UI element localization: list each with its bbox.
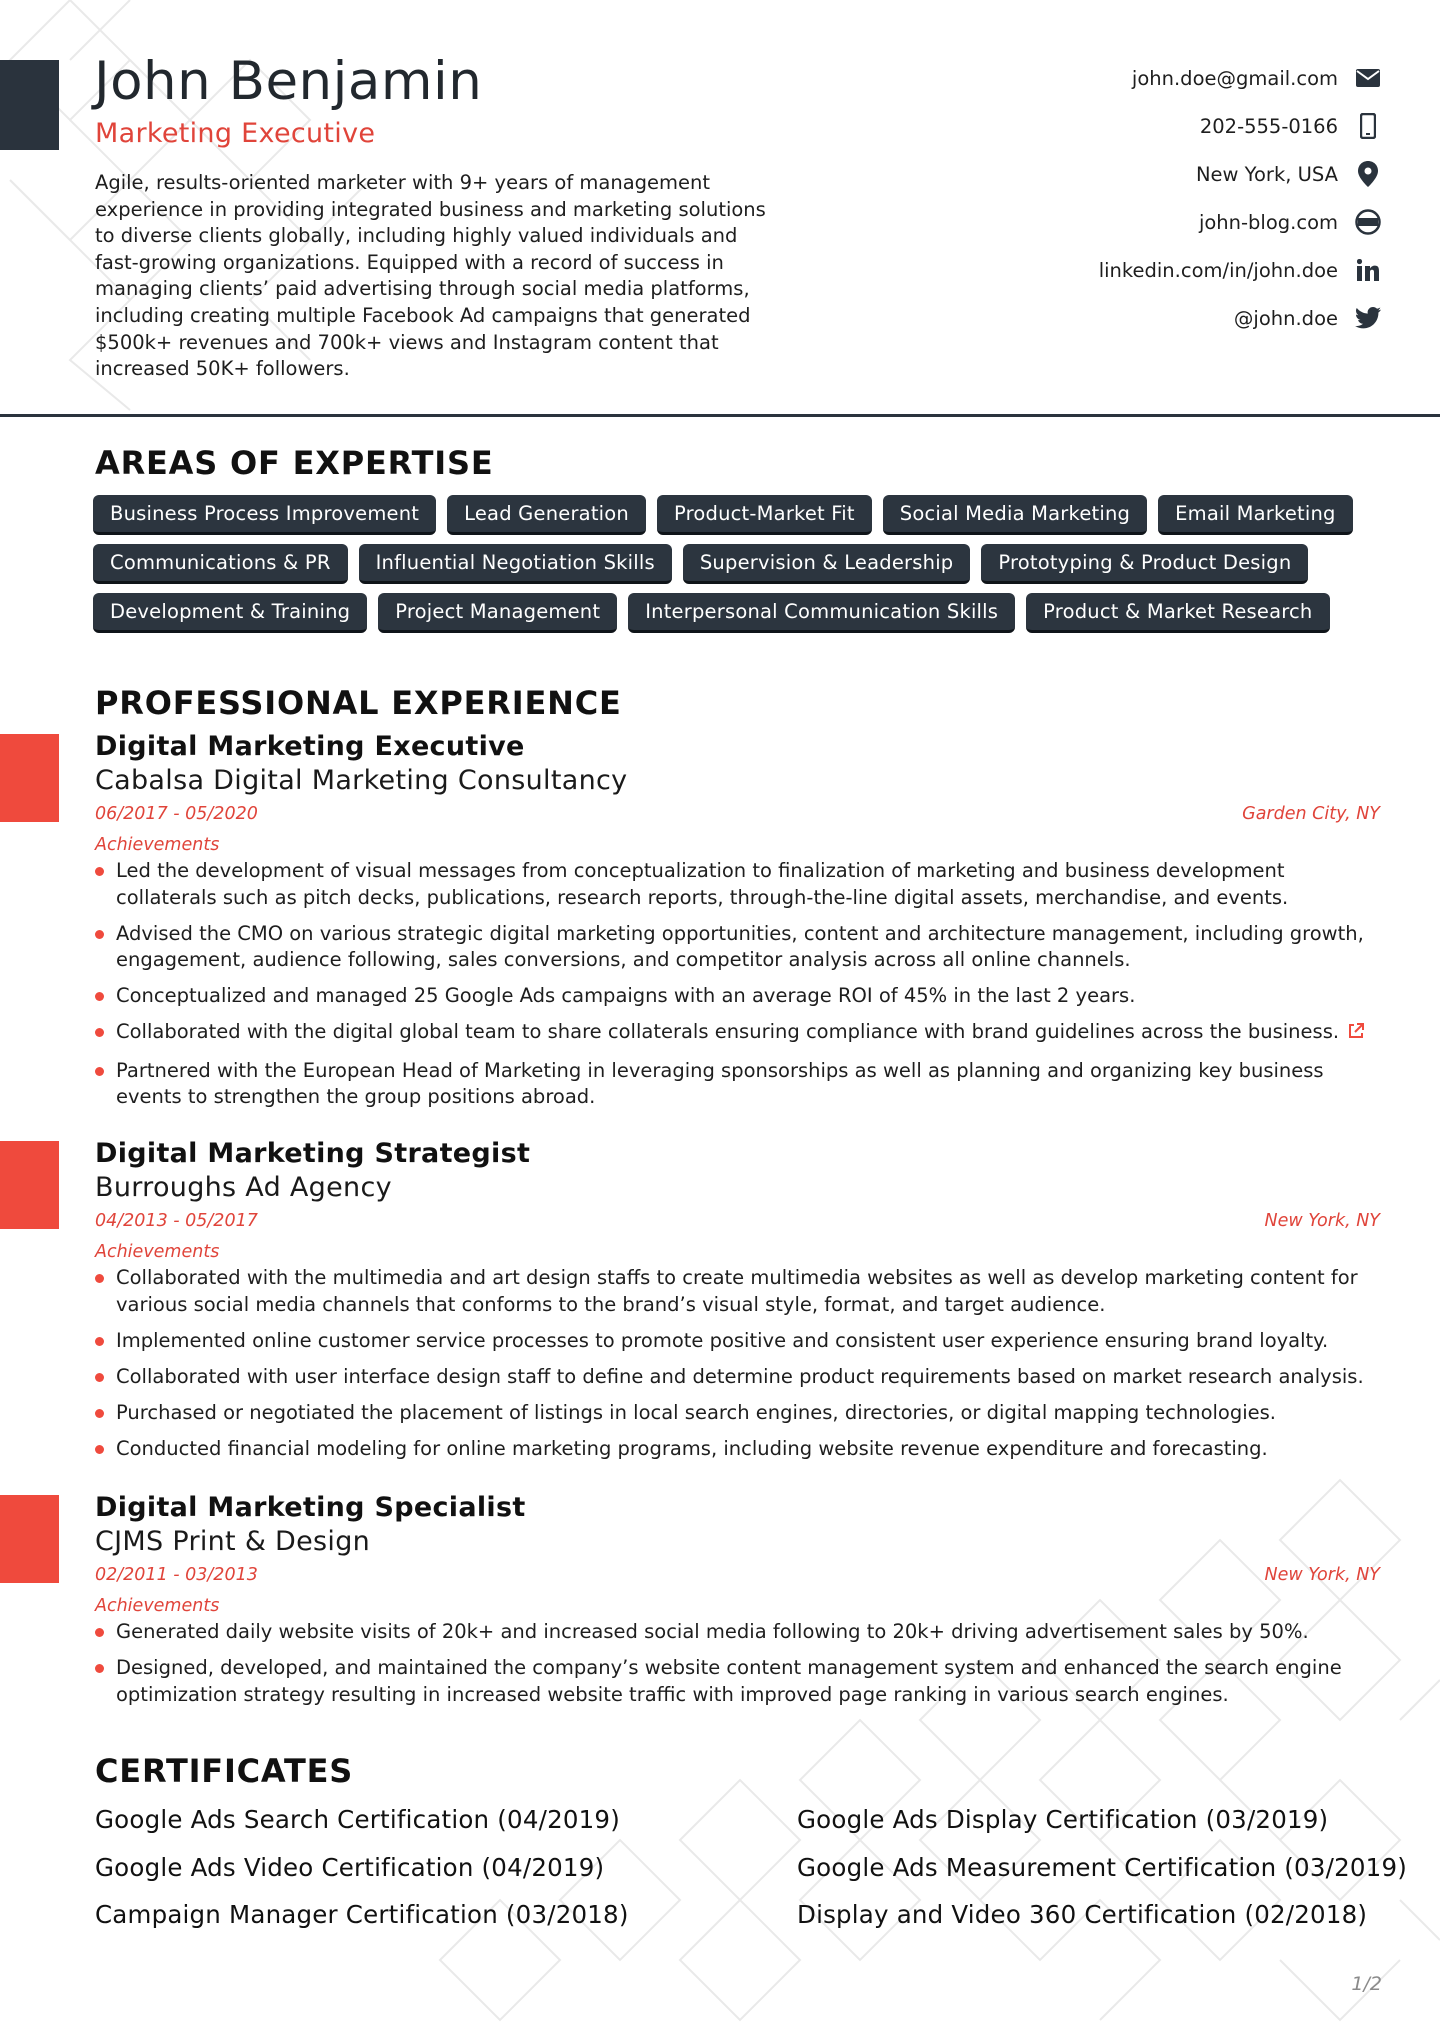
contact-list xyxy=(962,54,1382,342)
job-company: Cabalsa Digital Marketing Consultancy xyxy=(95,765,628,796)
job-title: Digital Marketing Executive xyxy=(95,731,525,762)
job-accent-block xyxy=(0,1495,59,1583)
achievement-text: Collaborated with the digital global team to share collaterals ensuring compliance with brand guidelines across the business. xyxy=(116,1020,1340,1044)
job-location: New York, NY xyxy=(1264,1211,1380,1231)
phone-icon xyxy=(1354,112,1382,140)
achievement-text: Partnered with the European Head of Marketing in leveraging sponsorships as well as planning and organizing key business events to strengthen the group positions abroad. xyxy=(116,1058,1324,1109)
achievement-text: Conceptualized and managed 25 Google Ads campaigns with an average ROI of 45% in the last 2 years. xyxy=(116,984,1136,1008)
job-company: CJMS Print & Design xyxy=(95,1526,371,1557)
contact-blog-text[interactable]: john-blog.com xyxy=(1198,210,1338,234)
bullet-dot xyxy=(95,1664,104,1673)
achievement-item xyxy=(95,858,1380,911)
job-company: Burroughs Ad Agency xyxy=(95,1172,392,1203)
bullet-dot xyxy=(95,1445,104,1454)
contact-linkedin[interactable] xyxy=(962,246,1382,294)
expertise-tag: Product & Market Research xyxy=(1026,593,1329,633)
achievement-item xyxy=(95,1436,1380,1463)
job-meta xyxy=(95,1209,1380,1239)
certificate-column-right xyxy=(797,1796,1440,1939)
certificate-column-left xyxy=(95,1796,755,1939)
certificates-heading: CERTIFICATES xyxy=(95,1752,354,1790)
contact-blog[interactable] xyxy=(962,198,1382,246)
job-accent-block xyxy=(0,1141,59,1229)
bullet-dot xyxy=(95,1337,104,1346)
contact-linkedin-text[interactable]: linkedin.com/in/john.doe xyxy=(1098,258,1338,282)
job-meta xyxy=(95,1563,1380,1593)
achievement-item xyxy=(95,1400,1380,1427)
job-title: Digital Marketing Specialist xyxy=(95,1492,526,1523)
header-accent-block xyxy=(0,60,59,150)
achievement-text: Collaborated with the multimedia and art design staffs to create multimedia websites as well as develop marketing content for various social media channels that conforms to the brand’s visual style, format, and target audience. xyxy=(116,1266,1358,1316)
contact-location-text: New York, USA xyxy=(1195,162,1338,186)
achievement-item xyxy=(95,1328,1380,1355)
job-location: New York, NY xyxy=(1264,1565,1380,1585)
achievements-label: Achievements xyxy=(95,1596,220,1616)
expertise-tag: Lead Generation xyxy=(447,495,646,535)
bullet-dot xyxy=(95,992,104,1001)
achievement-text: Implemented online customer service processes to promote positive and consistent user experience ensuring brand loyalty. xyxy=(116,1328,1329,1352)
achievement-item xyxy=(95,1265,1380,1318)
achievement-text: Advised the CMO on various strategic digital marketing opportunities, content and architecture management, including growth, engagement, audience following, sales conversions, and competitor analysis across all online channels. xyxy=(116,921,1364,972)
location-pin-icon xyxy=(1354,160,1382,188)
achievement-item xyxy=(95,1058,1380,1111)
contact-phone-text[interactable]: 202-555-0166 xyxy=(1199,114,1338,138)
expertise-heading: AREAS OF EXPERTISE xyxy=(95,444,494,482)
expertise-tag: Product-Market Fit xyxy=(657,495,872,535)
contact-phone[interactable] xyxy=(962,102,1382,150)
job-meta xyxy=(95,802,1380,832)
external-link-icon[interactable] xyxy=(1347,1021,1365,1048)
expertise-tag: Email Marketing xyxy=(1158,495,1353,535)
bullet-dot xyxy=(95,1409,104,1418)
summary-paragraph: Agile, results-oriented marketer with 9+ years of management experience in providing integrated business and marketing solutions to diverse clients globally, including highly valued individuals and fast-growing organizations. Equipped with a record of success in managing clients’ paid advertising through social media platforms, including creating multiple Facebook Ad campaigns that generated $500k+ revenues and 700k+ views and Instagram content that increased 50K+ followers. xyxy=(95,171,766,381)
expertise-tag: Influential Negotiation Skills xyxy=(359,544,672,584)
achievement-item xyxy=(95,1364,1380,1391)
achievement-item xyxy=(95,1655,1380,1708)
achievement-text: Led the development of visual messages from conceptualization to finalization of marketing and business development collaterals such as pitch decks, publications, research reports, through-the-line digital assets, merchandise, and events. xyxy=(116,859,1289,909)
certificate-item: Google Ads Display Certification (03/2019) xyxy=(797,1805,1329,1834)
expertise-tag: Communications & PR xyxy=(93,544,348,584)
certificate-item: Display and Video 360 Certification (02/2018) xyxy=(797,1900,1368,1929)
envelope-icon xyxy=(1354,64,1382,92)
twitter-icon xyxy=(1354,304,1382,332)
linkedin-icon xyxy=(1354,256,1382,284)
bullet-dot xyxy=(95,1274,104,1283)
bullet-dot xyxy=(95,930,104,939)
achievement-text: Purchased or negotiated the placement of listings in local search engines, directories, or digital mapping technologies. xyxy=(116,1400,1277,1424)
candidate-name: John Benjamin xyxy=(94,51,483,112)
contact-twitter-text[interactable]: @john.doe xyxy=(1233,306,1338,330)
page-number: 1/2 xyxy=(1351,1973,1382,1995)
job-entry xyxy=(95,730,1380,1120)
expertise-tag: Business Process Improvement xyxy=(93,495,436,535)
job-title: Digital Marketing Strategist xyxy=(95,1138,531,1169)
contact-email-text[interactable]: john.doe@gmail.com xyxy=(1131,66,1338,90)
expertise-tag: Prototyping & Product Design xyxy=(981,544,1308,584)
bullet-dot xyxy=(95,1067,104,1076)
experience-heading: PROFESSIONAL EXPERIENCE xyxy=(95,684,622,722)
expertise-tag: Supervision & Leadership xyxy=(683,544,971,584)
job-location: Garden City, NY xyxy=(1242,804,1380,824)
achievement-item xyxy=(95,921,1380,974)
bullet-dot xyxy=(95,1028,104,1037)
certificate-item: Campaign Manager Certification (03/2018) xyxy=(95,1900,629,1929)
job-accent-block xyxy=(0,734,59,822)
certificate-item: Google Ads Measurement Certification (03/2019) xyxy=(797,1852,1408,1882)
certificate-item: Google Ads Search Certification (04/2019) xyxy=(95,1805,620,1834)
achievements-label: Achievements xyxy=(95,835,220,855)
expertise-tag: Interpersonal Communication Skills xyxy=(628,593,1015,633)
job-dates: 06/2017 - 05/2020 xyxy=(95,804,258,824)
header-divider xyxy=(0,414,1440,417)
blog-icon xyxy=(1354,208,1382,236)
tag-row xyxy=(93,495,1383,535)
achievement-list xyxy=(95,1619,1380,1708)
expertise-tags xyxy=(93,495,1383,642)
certificate-item: Google Ads Video Certification (04/2019) xyxy=(95,1852,605,1882)
achievement-list xyxy=(95,858,1380,1111)
expertise-tag: Project Management xyxy=(378,593,617,633)
bullet-dot xyxy=(95,1628,104,1637)
contact-email[interactable] xyxy=(962,54,1382,102)
expertise-tag: Social Media Marketing xyxy=(883,495,1147,535)
achievement-list xyxy=(95,1265,1380,1463)
contact-location xyxy=(962,150,1382,198)
tag-row xyxy=(93,593,1383,633)
tag-row xyxy=(93,544,1383,584)
achievement-text: Generated daily website visits of 20k+ and increased social media following to 20k+ driving advertisement sales by 50%. xyxy=(116,1620,1309,1643)
achievement-text: Collaborated with user interface design staff to define and determine product requirements based on market research analysis. xyxy=(116,1364,1364,1388)
job-entry xyxy=(95,1491,1380,1718)
job-entry xyxy=(95,1137,1380,1472)
achievement-item xyxy=(95,1619,1380,1646)
bullet-dot xyxy=(95,1373,104,1382)
bullet-dot xyxy=(95,867,104,876)
achievement-item xyxy=(95,983,1380,1010)
expertise-tag: Development & Training xyxy=(93,593,367,633)
achievements-label: Achievements xyxy=(95,1242,220,1262)
candidate-title: Marketing Executive xyxy=(95,118,376,149)
achievement-text: Conducted financial modeling for online marketing programs, including website revenue expenditure and forecasting. xyxy=(116,1436,1268,1460)
job-dates: 02/2011 - 03/2013 xyxy=(95,1565,258,1585)
achievement-item xyxy=(95,1019,1380,1048)
achievement-text: Designed, developed, and maintained the company’s website content management system and enhanced the search engine optimization strategy resulting in increased website traffic with improved page ranking in various search engines. xyxy=(116,1656,1342,1706)
job-dates: 04/2013 - 05/2017 xyxy=(95,1211,258,1231)
contact-twitter[interactable] xyxy=(962,294,1382,342)
